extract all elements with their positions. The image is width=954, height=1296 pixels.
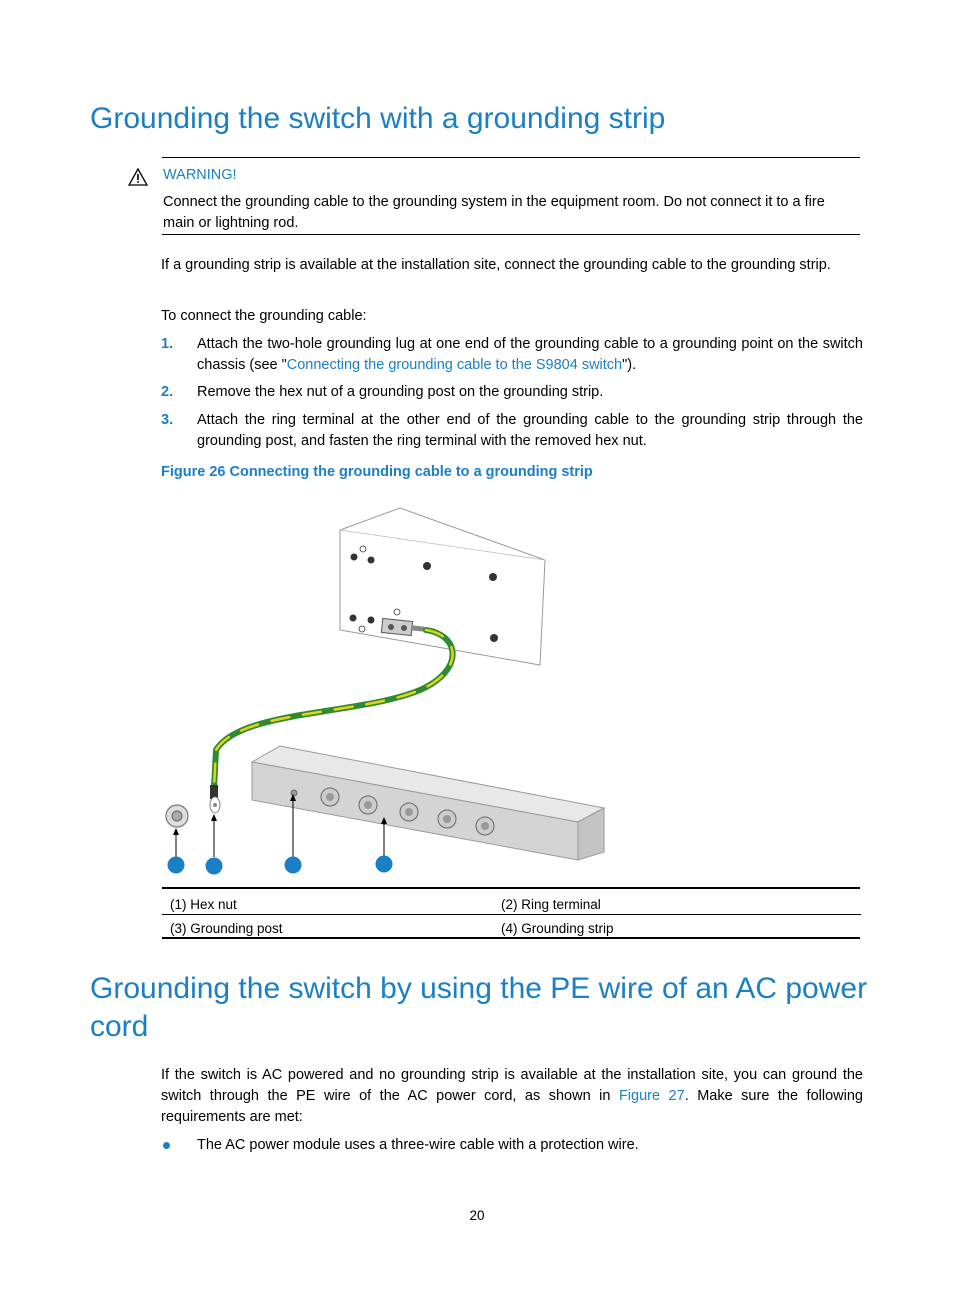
warning-icon [128,167,148,187]
steps-intro: To connect the grounding cable: [161,308,367,324]
bullet-icon [163,1142,170,1149]
callout-marker-2 [206,858,223,875]
step-text-part: "). [622,357,637,373]
figure-legend-table [162,891,861,938]
legend-cell: (4) Grounding strip [501,921,614,936]
switch-chassis-illustration [340,508,545,665]
section-title-line: Grounding the switch by using the PE wire of an AC power [90,972,868,1005]
grounding-strip-illustration [252,746,604,860]
page-number: 20 [469,1208,485,1223]
paragraph-text-part: If the switch is AC powered and no grounding strip is available at the installation site, you can ground the switch through the PE wire of the AC power cord, as shown in [161,1067,863,1104]
step-text [197,334,863,376]
grounding-figure [160,500,620,880]
legend-top-rule [162,887,860,889]
legend-cell: (2) Ring terminal [501,897,601,912]
cross-reference-link[interactable]: Connecting the grounding cable to the S9804 switch [286,357,623,373]
section-title: Grounding the switch with a grounding strip [90,102,666,135]
figure-reference-link[interactable]: Figure 27 [618,1088,685,1104]
legend-cell: (1) Hex nut [170,897,237,912]
warning-bottom-rule [162,234,860,235]
step-text-part: Attach the two-hole grounding lug at one end of the grounding cable to a grounding point on the switch chassis (see " [197,336,863,373]
step-number: 3. [161,412,174,428]
paragraph-text-part: . Make sure the following requirements are met: [161,1088,863,1125]
callout-marker-3 [285,857,302,874]
legend-row [162,891,861,915]
legend-row [162,915,861,939]
legend-cell: (3) Grounding post [170,921,283,936]
ring-terminal-illustration [210,797,220,813]
section-title-2 [90,970,870,1046]
section-title-line: cord [90,1010,149,1043]
step-text: Remove the hex nut of a grounding post on the grounding strip. [197,384,604,400]
callout-marker-4 [376,856,393,873]
warning-top-rule [162,157,860,158]
step-text: Attach the ring terminal at the other end of the grounding cable to the grounding strip through the grounding post, and fasten the ring terminal with the removed hex nut. [197,412,863,449]
legend-bottom-rule [162,937,860,939]
intro-paragraph: If a grounding strip is available at the installation site, connect the grounding cable to the grounding strip. [161,257,831,273]
figure-caption: Figure 26 Connecting the grounding cable to a grounding strip [161,464,593,480]
bullet-text: The AC power module uses a three-wire cable with a protection wire. [197,1137,639,1153]
hex-nut-illustration [166,805,188,827]
section2-paragraph [161,1065,863,1128]
step-number: 1. [161,336,174,352]
warning-text: Connect the grounding cable to the grounding system in the equipment room. Do not connect it to a fire main or lightning rod. [163,194,825,231]
step-number: 2. [161,384,174,400]
warning-label: WARNING! [163,167,237,183]
callout-marker-1 [168,857,185,874]
